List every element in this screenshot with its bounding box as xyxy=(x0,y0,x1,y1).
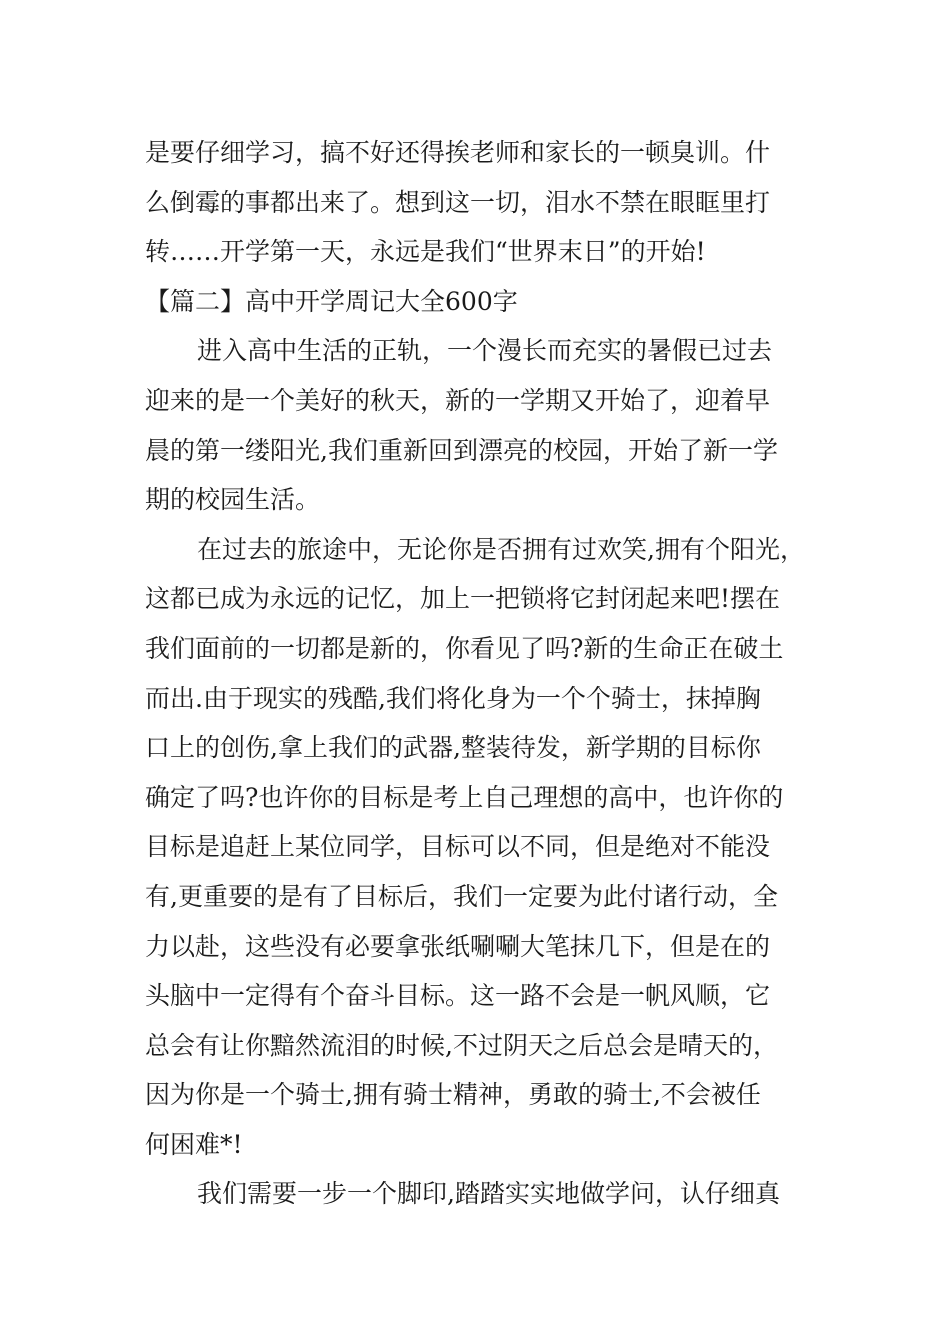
text-line: 确定了吗?也许你的目标是考上自己理想的高中，也许你的 xyxy=(145,782,784,812)
document-body xyxy=(145,128,835,1219)
text-line: 是要仔细学习，搞不好还得挨老师和家长的一顿臭训。什 xyxy=(145,138,771,167)
text-line: 口上的创伤,拿上我们的武器,整装待发，新学期的目标你 xyxy=(145,733,761,763)
text-line: 有,更重要的是有了目标后，我们一定要为此付诸行动，全 xyxy=(145,881,778,911)
text-line: 在过去的旅途中，无论你是否拥有过欢笑,拥有个阳光， xyxy=(197,534,805,564)
text-line: 头脑中一定得有个奋斗目标。这一路不会是一帆风顺，它 xyxy=(145,981,771,1011)
section-heading: 【篇二】高中开学周记大全600字 xyxy=(145,286,518,316)
text-line: 进入高中生活的正轨，一个漫长而充实的暑假已过去 xyxy=(197,336,773,366)
text-line: 总会有让你黯然流泪的时候,不过阴天之后总会是晴天的， xyxy=(145,1030,778,1060)
text-line: 何困难*! xyxy=(145,1129,243,1159)
text-line: 这都已成为永远的记忆，加上一把锁将它封闭起来吧!摆在 xyxy=(145,584,781,614)
text-line: 期的校园生活。 xyxy=(145,485,321,515)
text-line: 而出.由于现实的残酷,我们将化身为一个个骑士，抹掉胸 xyxy=(145,683,761,713)
text-line: 因为你是一个骑士,拥有骑士精神，勇敢的骑士,不会被任 xyxy=(145,1080,761,1110)
text-line: 么倒霉的事都出来了。想到这一切，泪水不禁在眼眶里打 xyxy=(145,187,771,217)
text-line: 迎来的是一个美好的秋天，新的一学期又开始了，迎着早 xyxy=(145,385,771,415)
text-line: 我们面前的一切都是新的，你看见了吗?新的生命正在破土 xyxy=(145,633,784,663)
text-line: 力以赴，这些没有必要拿张纸唰唰大笔抹几下，但是在的 xyxy=(145,931,771,961)
text-line: 我们需要一步一个脚印,踏踏实实地做学问，认仔细真 xyxy=(197,1179,780,1209)
text-line: 晨的第一缕阳光,我们重新回到漂亮的校园，开始了新一学 xyxy=(145,435,778,465)
text-line: 目标是追赶上某位同学，目标可以不同，但是绝对不能没 xyxy=(145,832,771,862)
text-line: 转……开学第一天，永远是我们“世界末日”的开始! xyxy=(145,237,706,267)
